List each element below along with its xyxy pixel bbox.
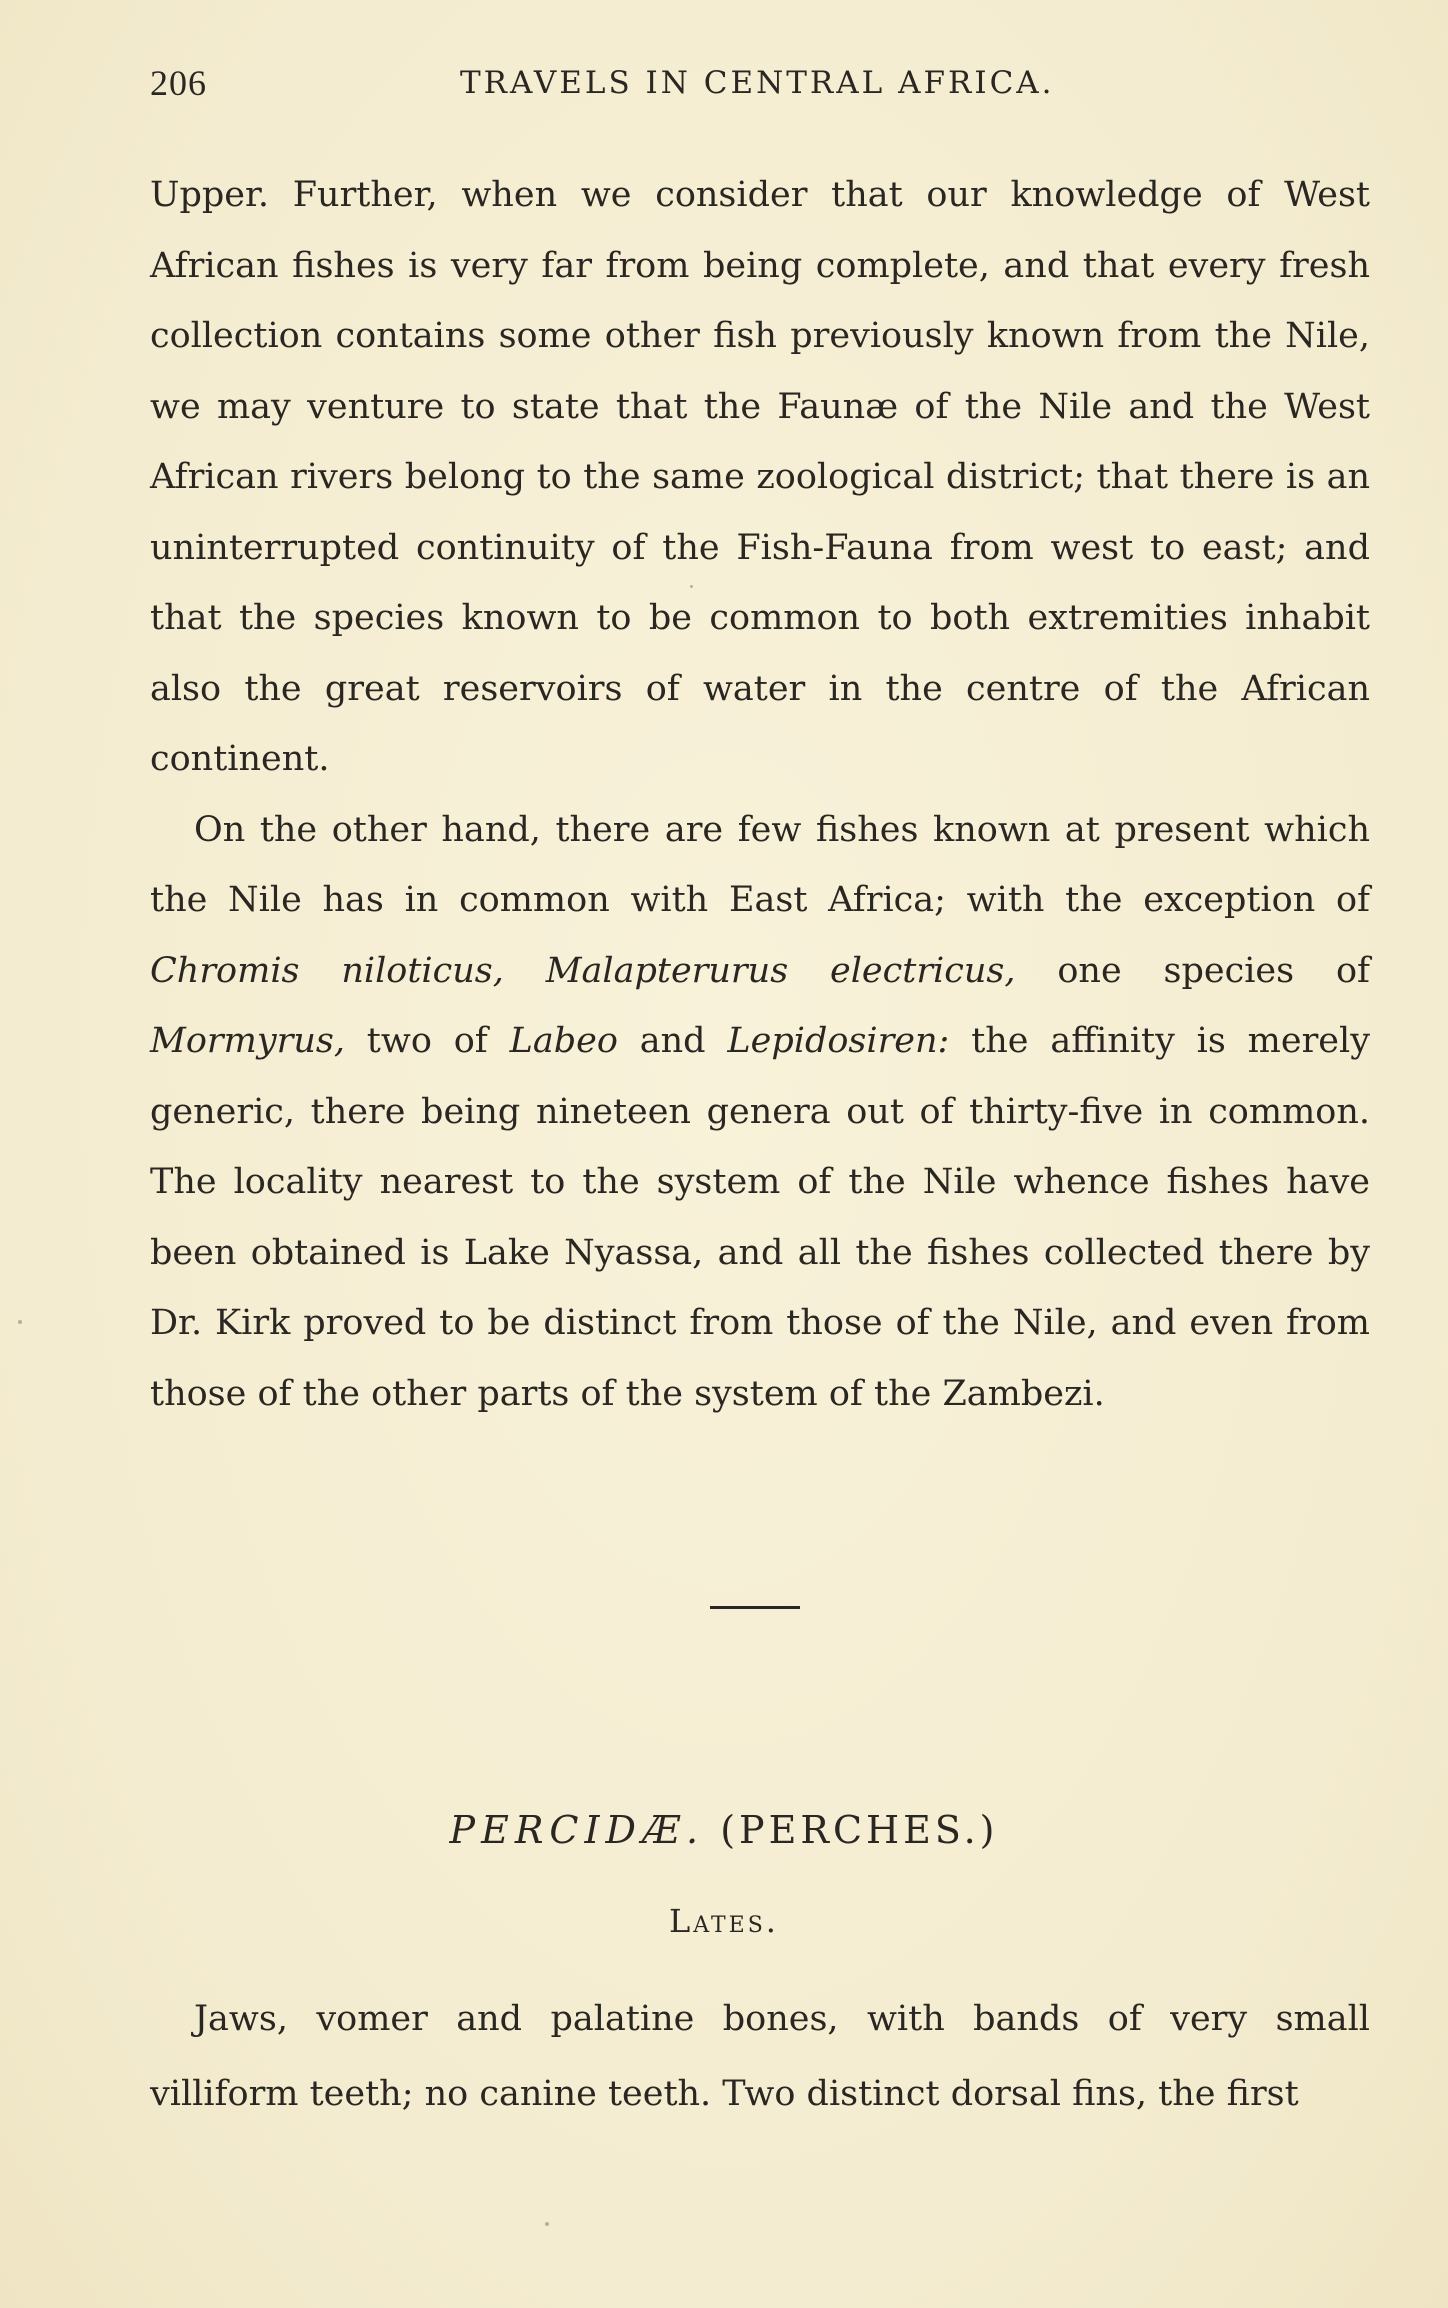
- genus-labeo: Labeo: [509, 1021, 618, 1061]
- family-common-name: (PERCHES.): [720, 1808, 999, 1852]
- family-name: PERCIDÆ.: [449, 1808, 705, 1852]
- genus-description: [150, 1982, 1370, 2132]
- paragraph-2: [150, 795, 1370, 1430]
- family-heading: [0, 1808, 1448, 1852]
- page-header: [150, 58, 1370, 108]
- section-divider: [710, 1606, 800, 1609]
- species-chromis-malapterurus: Chromis niloticus, Malapterurus electricus,: [150, 950, 1016, 991]
- genus-lepidosiren: Lepidosiren:: [727, 1021, 950, 1061]
- paragraph-2-text-e: the affinity is merely generic, there being nineteen genera out of thirty-five in common. The locality nearest to the system of the Nile whence fishes have been obtained is Lake Nyassa, and all the fishes collected there by Dr. Kirk proved to be distinct from those of the Nile, and even from those of the other parts of the system of the Zambezi.: [150, 1021, 1370, 1414]
- main-text: [150, 160, 1370, 1429]
- description-text: Jaws, vomer and palatine bones, with bands of very small villiform teeth; no canine teeth. Two distinct dorsal fins, the first: [150, 1999, 1370, 2114]
- paper-speck: [18, 1320, 22, 1324]
- page-number: 206: [150, 63, 207, 103]
- paragraph-2-text-a: On the other hand, there are few fishes known at present which the Nile has in common with East Africa; with the exception of: [150, 809, 1370, 920]
- running-title: TRAVELS IN CENTRAL AFRICA.: [460, 65, 1055, 101]
- paragraph-2-text-b: one species of: [1015, 950, 1371, 991]
- paragraph-2-text-c: two of: [344, 1021, 510, 1061]
- paper-speck: [545, 2222, 549, 2226]
- genus-mormyrus: Mormyrus,: [150, 1021, 345, 1061]
- paragraph-1: Upper. Further, when we consider that our knowledge of West African fishes is very far from being complete, and that every fresh collection contains some other fish previously known from the Nile, we may venture to state that the Faunæ of the Nile and the West African rivers belong to the same zoological district; that there is an uninterrupted continuity of the Fish-Fauna from west to east; and that the species known to be common to both extremities inhabit also the great reservoirs of water in the centre of the African continent.: [150, 175, 1370, 779]
- paper-speck: [690, 585, 693, 588]
- genus-heading: Lates.: [669, 1902, 779, 1940]
- paragraph-2-text-d: and: [617, 1021, 728, 1061]
